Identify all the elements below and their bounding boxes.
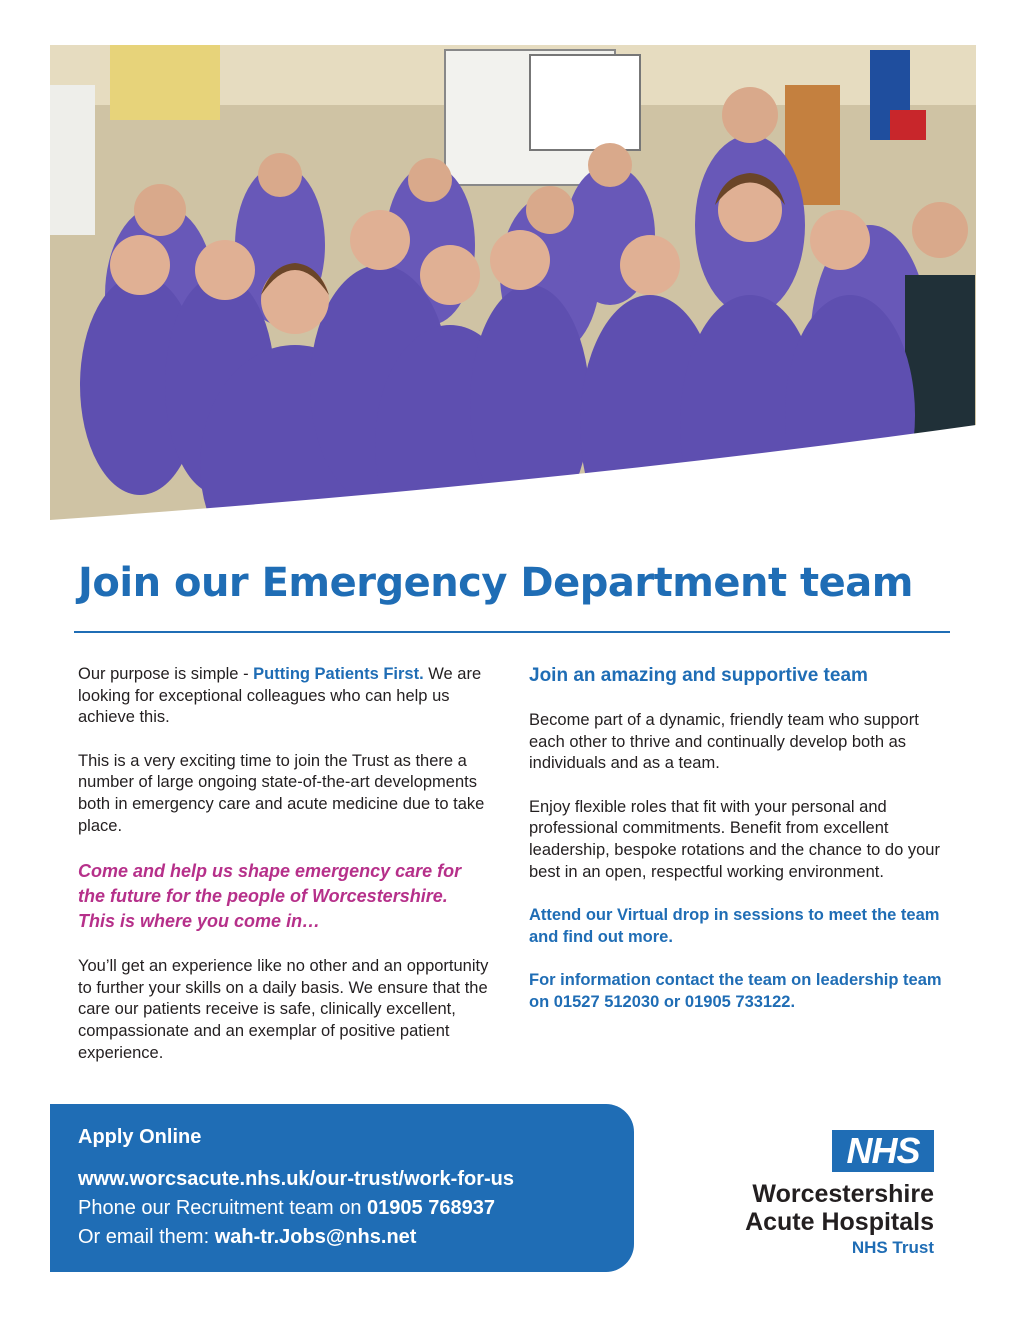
experience-paragraph: You’ll get an experience like no other and an opportunity to further your skills on a daily basis. We ensure that the care our patients receive is safe, clinically excellent, compassionate and an exemplar of positive patient experience. bbox=[78, 957, 489, 1062]
purpose-intro: Our purpose is simple - bbox=[78, 665, 254, 683]
apply-email-link[interactable]: wah-tr.Jobs@nhs.net bbox=[214, 1226, 417, 1248]
apply-url-link[interactable]: www.worcsacute.nhs.uk/our-trust/work-for-us bbox=[78, 1168, 514, 1190]
nhs-trust-logo bbox=[700, 1130, 940, 1260]
apply-phone-number[interactable]: 01905 768937 bbox=[367, 1197, 495, 1219]
apply-phone-label: Phone our Recruitment team on bbox=[78, 1197, 368, 1219]
page-title: Join our Emergency Department team bbox=[78, 560, 913, 606]
logo-line-1: Worcestershire bbox=[752, 1180, 934, 1208]
virtual-sessions-paragraph: Attend our Virtual drop in sessions to meet the team and find out more. bbox=[529, 906, 940, 946]
team-photo-icon bbox=[50, 45, 976, 528]
nhs-badge: NHS bbox=[832, 1130, 934, 1172]
purpose-rest: We are looking for exceptional colleagues who can help us achieve this. bbox=[78, 665, 482, 727]
apply-email-label: Or email them: bbox=[78, 1226, 215, 1248]
left-column bbox=[78, 664, 498, 1086]
apply-email-line bbox=[78, 1223, 634, 1252]
purpose-paragraph bbox=[78, 664, 498, 729]
apply-panel bbox=[50, 1104, 634, 1272]
dynamic-team-paragraph: Become part of a dynamic, friendly team who support each other to thrive and continually develop both as individuals and as a team. bbox=[529, 711, 919, 773]
team-photo bbox=[50, 45, 976, 528]
logo-line-2: Acute Hospitals bbox=[745, 1208, 934, 1236]
developments-paragraph: This is a very exciting time to join the Trust as there a number of large ongoing state-of-the-art developments both in emergency care and acute medicine due to take place. bbox=[78, 751, 485, 835]
apply-heading: Apply Online bbox=[78, 1126, 202, 1148]
logo-line-3: NHS Trust bbox=[851, 1238, 934, 1257]
flexible-roles-paragraph: Enjoy flexible roles that fit with your personal and professional commitments. Benefit from excellent leadership, bespoke rotations and the chance to do your best in an open, respectful working environment. bbox=[529, 797, 940, 881]
contact-paragraph: For information contact the team on leadership team on 01527 512030 or 01905 733122. bbox=[529, 971, 942, 1011]
title-divider bbox=[74, 631, 950, 633]
right-column bbox=[529, 664, 949, 1036]
apply-phone-line bbox=[78, 1194, 634, 1223]
purpose-highlight: Putting Patients First. bbox=[253, 665, 424, 683]
team-subheading: Join an amazing and supportive team bbox=[529, 665, 868, 686]
callout-paragraph: Come and help us shape emergency care for the future for the people of Worcestershire. This is where you come in… bbox=[78, 861, 462, 932]
